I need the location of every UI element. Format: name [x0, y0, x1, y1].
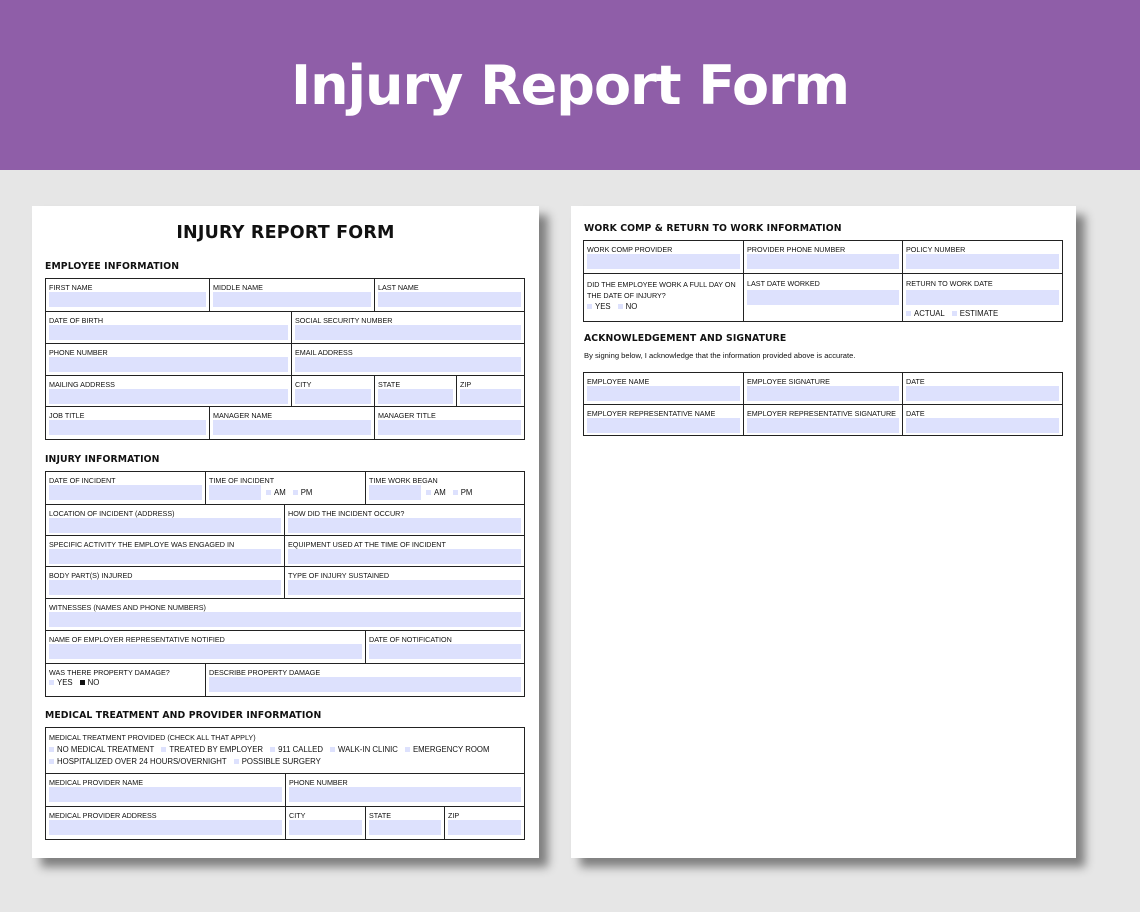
- injury-type-label: TYPE OF INJURY SUSTAINED: [288, 571, 390, 580]
- body-parts-label: BODY PART(S) INJURED: [49, 571, 133, 580]
- began-am-option[interactable]: AM: [426, 487, 446, 498]
- treatment-option[interactable]: 911 CALLED: [270, 744, 323, 755]
- form-page-1: [32, 206, 539, 858]
- notification-date-label: DATE OF NOTIFICATION: [369, 635, 452, 644]
- email-field[interactable]: [295, 357, 521, 372]
- rep-name-field[interactable]: [587, 418, 740, 433]
- employee-signature-label: EMPLOYEE SIGNATURE: [747, 377, 830, 386]
- last-name-field[interactable]: [378, 292, 521, 307]
- how-occurred-field[interactable]: [288, 518, 521, 533]
- employee-date-label: DATE: [906, 377, 925, 386]
- treatment-option[interactable]: NO MEDICAL TREATMENT: [49, 744, 154, 755]
- provider-phone-field[interactable]: [289, 787, 521, 802]
- manager-title-label: MANAGER TITLE: [378, 411, 436, 420]
- workcomp-table: [583, 240, 1063, 322]
- property-damage-label: WAS THERE PROPERTY DAMAGE?: [49, 668, 170, 677]
- return-date-label: RETURN TO WORK DATE: [906, 279, 993, 288]
- full-day-yes-option[interactable]: YES: [587, 301, 611, 312]
- provider-name-label: MEDICAL PROVIDER NAME: [49, 778, 143, 787]
- manager-name-field[interactable]: [213, 420, 371, 435]
- manager-title-field[interactable]: [378, 420, 521, 435]
- provider-state-label: STATE: [369, 811, 392, 820]
- location-field[interactable]: [49, 518, 281, 533]
- email-label: EMAIL ADDRESS: [295, 348, 353, 357]
- describe-damage-field[interactable]: [209, 677, 521, 692]
- employee-signature-field[interactable]: [747, 386, 899, 401]
- last-name-label: LAST NAME: [378, 283, 419, 292]
- incident-pm-option[interactable]: PM: [293, 487, 313, 498]
- first-name-label: FIRST NAME: [49, 283, 93, 292]
- dob-label: DATE OF BIRTH: [49, 316, 104, 325]
- policy-number-field[interactable]: [906, 254, 1059, 269]
- incident-time-label: TIME OF INCIDENT: [209, 476, 275, 485]
- last-date-worked-field[interactable]: [747, 290, 899, 305]
- injury-section-heading: INJURY INFORMATION: [45, 454, 160, 465]
- provider-state-field[interactable]: [369, 820, 441, 835]
- provider-zip-field[interactable]: [448, 820, 521, 835]
- treatment-options: [49, 744, 521, 767]
- treatment-option[interactable]: TREATED BY EMPLOYER: [161, 744, 263, 755]
- form-title: INJURY REPORT FORM: [176, 223, 395, 243]
- banner-title: Injury Report Form: [290, 53, 850, 117]
- rep-notified-label: NAME OF EMPLOYER REPRESENTATIVE NOTIFIED: [49, 635, 225, 644]
- phone-label: PHONE NUMBER: [49, 348, 108, 357]
- medical-section-heading: MEDICAL TREATMENT AND PROVIDER INFORMATION: [45, 710, 322, 721]
- property-yes-option[interactable]: YES: [49, 677, 73, 688]
- notification-date-field[interactable]: [369, 644, 521, 659]
- began-pm-option[interactable]: PM: [453, 487, 473, 498]
- witnesses-label: WITNESSES (NAMES AND PHONE NUMBERS): [49, 603, 206, 612]
- treatment-option[interactable]: EMERGENCY ROOM: [405, 744, 490, 755]
- employee-name-label: EMPLOYEE NAME: [587, 377, 650, 386]
- location-label: LOCATION OF INCIDENT (ADDRESS): [49, 509, 175, 518]
- banner: [0, 0, 1140, 170]
- how-occurred-label: HOW DID THE INCIDENT OCCUR?: [288, 509, 405, 518]
- treatment-provided-label: MEDICAL TREATMENT PROVIDED (CHECK ALL THAT APPLY): [49, 733, 256, 742]
- treatment-option[interactable]: POSSIBLE SURGERY: [234, 756, 321, 767]
- ssn-label: SOCIAL SECURITY NUMBER: [295, 316, 393, 325]
- workcomp-provider-field[interactable]: [587, 254, 740, 269]
- city-field[interactable]: [295, 389, 371, 404]
- mailing-address-field[interactable]: [49, 389, 288, 404]
- employee-date-field[interactable]: [906, 386, 1059, 401]
- ssn-field[interactable]: [295, 325, 521, 340]
- provider-phone-label: PHONE NUMBER: [289, 778, 348, 787]
- phone-field[interactable]: [49, 357, 288, 372]
- form-page-2: [571, 206, 1076, 858]
- provider-phone-number-label: PROVIDER PHONE NUMBER: [747, 245, 846, 254]
- state-label: STATE: [378, 380, 401, 389]
- zip-field[interactable]: [460, 389, 521, 404]
- job-title-label: JOB TITLE: [49, 411, 85, 420]
- property-no-option[interactable]: NO: [80, 677, 100, 688]
- incident-date-label: DATE OF INCIDENT: [49, 476, 116, 485]
- ack-section-heading: ACKNOWLEDGEMENT AND SIGNATURE: [584, 333, 787, 344]
- provider-phone-number-field[interactable]: [747, 254, 899, 269]
- return-estimate-option[interactable]: ESTIMATE: [952, 308, 998, 319]
- last-date-worked-label: LAST DATE WORKED: [747, 279, 820, 288]
- ack-statement: By signing below, I acknowledge that the information provided above is accurate.: [584, 351, 856, 360]
- treatment-option[interactable]: WALK-IN CLINIC: [330, 744, 398, 755]
- rep-signature-field[interactable]: [747, 418, 899, 433]
- rep-date-label: DATE: [906, 409, 925, 418]
- body-parts-field[interactable]: [49, 580, 281, 595]
- equipment-field[interactable]: [288, 549, 521, 564]
- rep-signature-label: EMPLOYER REPRESENTATIVE SIGNATURE: [747, 409, 896, 418]
- incident-time-field[interactable]: [209, 485, 261, 500]
- full-day-no-option[interactable]: NO: [618, 301, 638, 312]
- manager-name-label: MANAGER NAME: [213, 411, 273, 420]
- employee-name-field[interactable]: [587, 386, 740, 401]
- incident-am-option[interactable]: AM: [266, 487, 286, 498]
- provider-address-label: MEDICAL PROVIDER ADDRESS: [49, 811, 157, 820]
- witnesses-field[interactable]: [49, 612, 521, 627]
- activity-label: SPECIFIC ACTIVITY THE EMPLOYE WAS ENGAGED IN: [49, 540, 235, 549]
- provider-address-field[interactable]: [49, 820, 282, 835]
- dob-field[interactable]: [49, 325, 288, 340]
- city-label: CITY: [295, 380, 312, 389]
- time-work-began-field[interactable]: [369, 485, 421, 500]
- provider-city-field[interactable]: [289, 820, 362, 835]
- mailing-address-label: MAILING ADDRESS: [49, 380, 115, 389]
- describe-damage-label: DESCRIBE PROPERTY DAMAGE: [209, 668, 321, 677]
- provider-name-field[interactable]: [49, 787, 282, 802]
- equipment-label: EQUIPMENT USED AT THE TIME OF INCIDENT: [288, 540, 446, 549]
- workcomp-section-heading: WORK COMP & RETURN TO WORK INFORMATION: [584, 223, 842, 234]
- return-actual-option[interactable]: ACTUAL: [906, 308, 945, 319]
- injury-table: [45, 471, 525, 697]
- full-day-label: DID THE EMPLOYEE WORK A FULL DAY ON THE DATE OF INJURY?: [587, 280, 736, 300]
- zip-label: ZIP: [460, 380, 472, 389]
- rep-name-label: EMPLOYER REPRESENTATIVE NAME: [587, 409, 716, 418]
- provider-city-label: CITY: [289, 811, 306, 820]
- workcomp-provider-label: WORK COMP PROVIDER: [587, 245, 673, 254]
- provider-zip-label: ZIP: [448, 811, 460, 820]
- employee-section-heading: EMPLOYEE INFORMATION: [45, 261, 180, 272]
- middle-name-label: MIDDLE NAME: [213, 283, 263, 292]
- signature-table: [583, 372, 1063, 436]
- treatment-option[interactable]: HOSPITALIZED OVER 24 HOURS/OVERNIGHT: [49, 756, 227, 767]
- activity-field[interactable]: [49, 549, 281, 564]
- first-name-field[interactable]: [49, 292, 206, 307]
- policy-number-label: POLICY NUMBER: [906, 245, 966, 254]
- injury-type-field[interactable]: [288, 580, 521, 595]
- employee-table: [45, 278, 525, 440]
- time-work-began-label: TIME WORK BEGAN: [369, 476, 438, 485]
- job-title-field[interactable]: [49, 420, 206, 435]
- medical-table: [45, 727, 525, 840]
- middle-name-field[interactable]: [213, 292, 371, 307]
- return-date-field[interactable]: [906, 290, 1059, 305]
- state-field[interactable]: [378, 389, 453, 404]
- incident-date-field[interactable]: [49, 485, 202, 500]
- rep-date-field[interactable]: [906, 418, 1059, 433]
- rep-notified-field[interactable]: [49, 644, 362, 659]
